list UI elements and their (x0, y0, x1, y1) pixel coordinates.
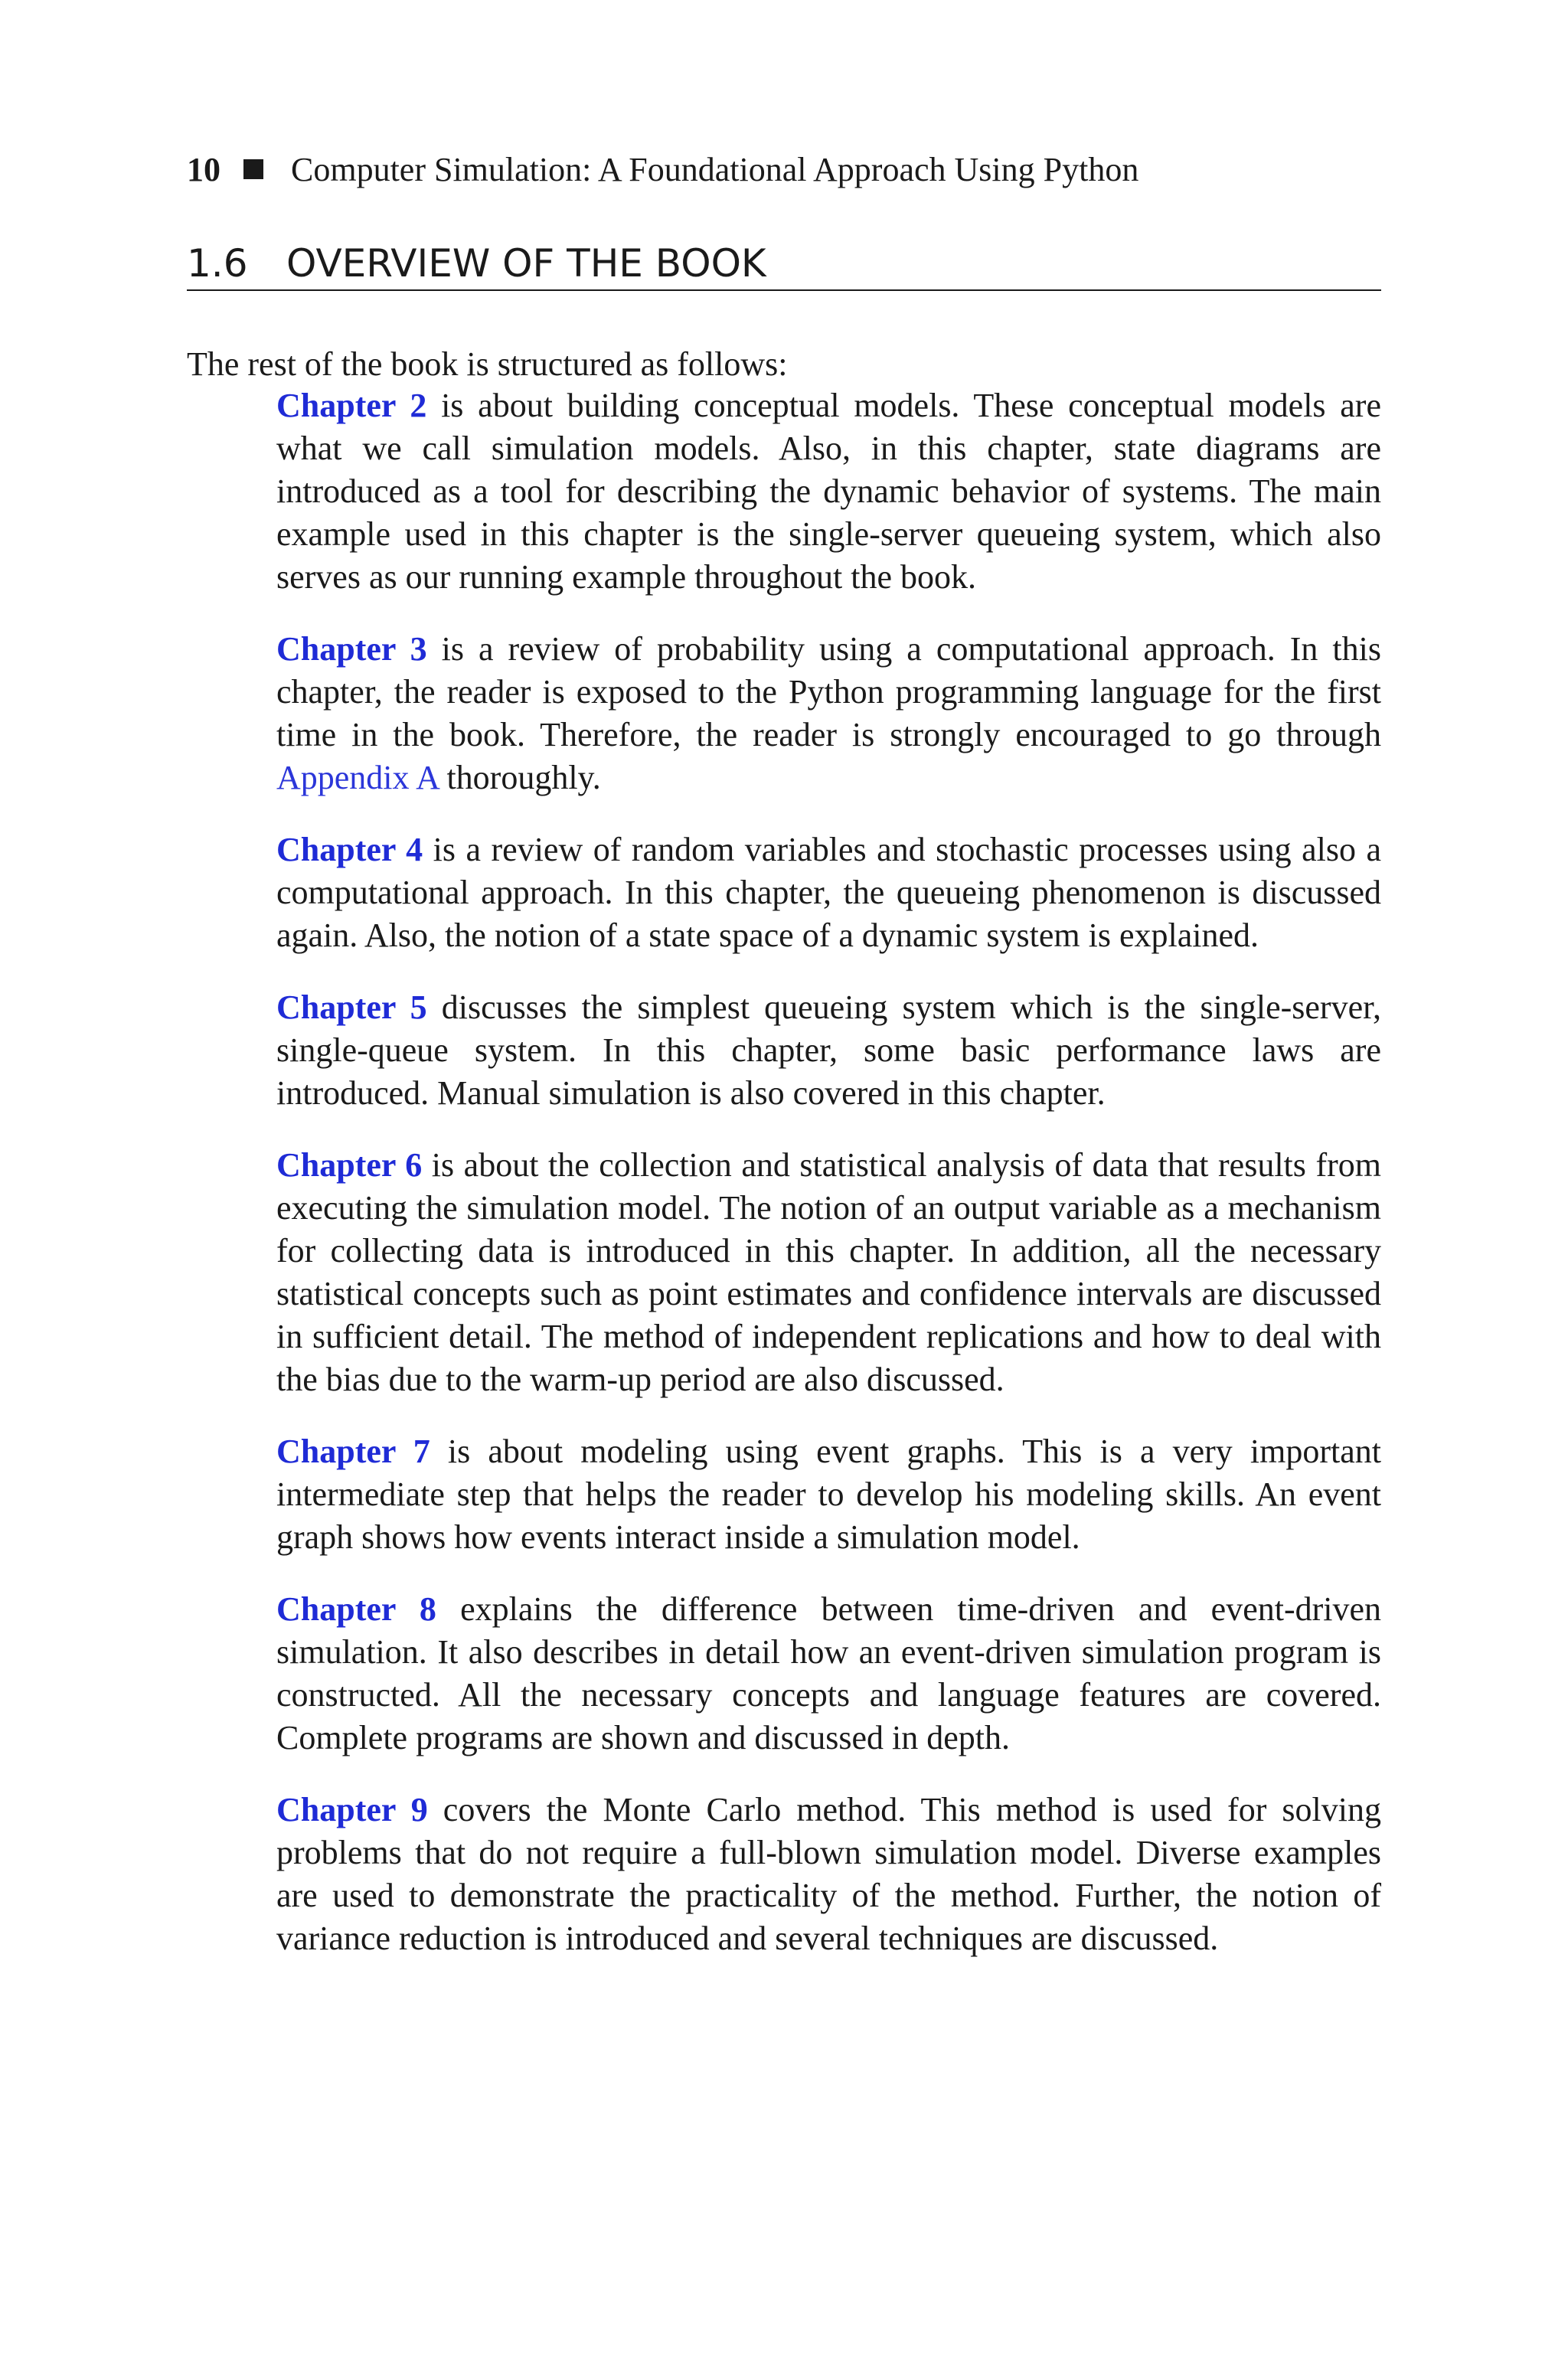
chapter-description: is a review of probability using a computational approach. In this chapter, the reader is exposed to the Python programming language for the first time in the book. Therefore, the reader is strongly encouraged to go through (276, 630, 1381, 753)
chapter-description: covers the Monte Carlo method. This method is used for solving problems that do not require a full-blown simulation model. Diverse examples are used to demonstrate the practicality of the method. Further, the notion of variance reduction is introduced and several techniques are discussed. (276, 1791, 1382, 1957)
chapter-entry (276, 1430, 1381, 1559)
section-number: 1.6 (187, 241, 248, 286)
chapter-entry (276, 828, 1381, 957)
chapter-4-link[interactable]: Chapter 4 (276, 831, 423, 868)
chapter-8-link[interactable]: Chapter 8 (276, 1590, 436, 1628)
chapter-description: explains the difference between time-driven and event-driven simulation. It also describes in detail how an event-driven simulation program is constructed. All the necessary concepts and language features are covered. Complete programs are shown and discussed in depth. (276, 1590, 1381, 1756)
chapter-description: is about modeling using event graphs. This is a very important intermediate step that helps the reader to develop his modeling skills. An event graph shows how events interact inside a simulation model. (276, 1433, 1381, 1556)
page-number: 10 (187, 151, 220, 188)
chapter-entry (276, 384, 1381, 599)
book-title: Computer Simulation: A Foundational Approach Using Python (291, 151, 1139, 188)
intro-paragraph: The rest of the book is structured as follows: (187, 345, 788, 383)
appendix-a-link[interactable]: Appendix A (276, 759, 439, 796)
running-header (187, 145, 1381, 194)
chapter-description: discusses the simplest queueing system which is the single-server, single-queue system. In this chapter, some basic performance laws are introduced. Manual simulation is also covered in this chapter. (276, 988, 1381, 1112)
square-bullet-icon (243, 159, 263, 179)
chapter-9-link[interactable]: Chapter 9 (276, 1791, 428, 1828)
chapter-entry (276, 1789, 1381, 1960)
chapter-6-link[interactable]: Chapter 6 (276, 1146, 423, 1184)
chapter-entry (276, 1588, 1381, 1760)
chapter-description: is about building conceptual models. These conceptual models are what we call simulation models. Also, in this chapter, state diagrams are introduced as a tool for describing the dynamic behavior of systems. The main example used in this chapter is the single-server queueing system, which also serves as our running example throughout the book. (276, 387, 1381, 596)
chapter-entry (276, 1144, 1381, 1401)
chapter-description: is a review of random variables and stochastic processes using also a computational approach. In this chapter, the queueing phenomenon is discussed again. Also, the notion of a state space of a dynamic system is explained. (276, 831, 1381, 954)
chapter-2-link[interactable]: Chapter 2 (276, 387, 427, 424)
chapter-list (276, 384, 1381, 1989)
section-heading (187, 239, 1381, 291)
chapter-7-link[interactable]: Chapter 7 (276, 1433, 430, 1470)
chapter-3-link[interactable]: Chapter 3 (276, 630, 427, 668)
section-title: OVERVIEW OF THE BOOK (286, 241, 766, 286)
chapter-entry (276, 628, 1381, 799)
chapter-description: is about the collection and statistical analysis of data that results from executing the simulation model. The notion of an output variable as a mechanism for collecting data is introduced in this chapter. In addition, all the necessary statistical concepts such as point estimates and confidence intervals are discussed in sufficient detail. The method of independent replications and how to deal with the bias due to the warm-up period are also discussed. (276, 1146, 1381, 1398)
chapter-5-link[interactable]: Chapter 5 (276, 988, 427, 1026)
chapter-entry (276, 986, 1381, 1115)
chapter-description-end: thoroughly. (438, 759, 601, 796)
